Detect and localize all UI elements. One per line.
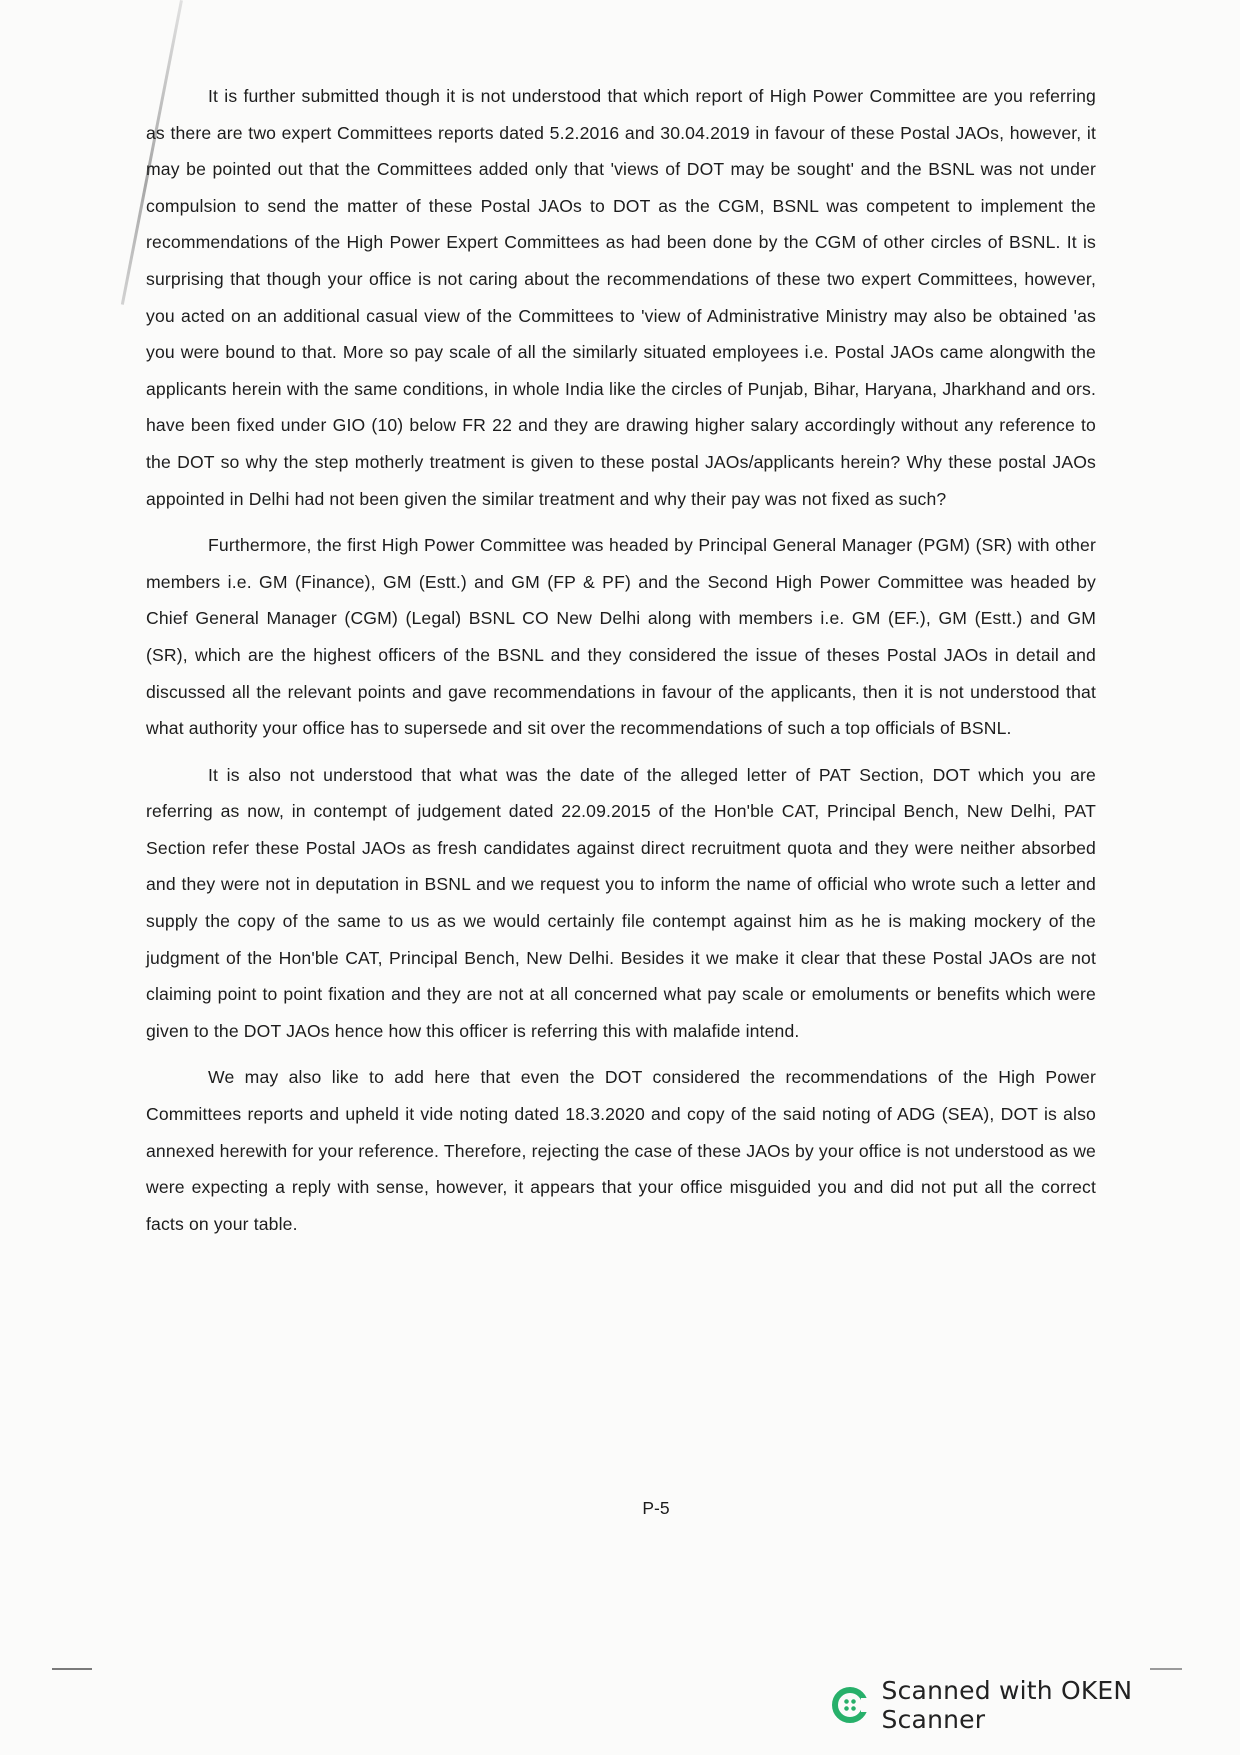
paragraph-pat-section-letter: It is also not understood that what was the date of the alleged letter of PAT Section, DOT which you are referring as now, in contempt of judgement dated 22.09.2015 of the Hon'ble CAT, Principal Bench, New Delhi, PAT Section refer these Postal JAOs as fresh candidates against direct recruitment quota and they were neither absorbed and they were not in deputation in BSNL and we request you to inform the name of official who wrote such a letter and supply the copy of the same to us as we would certainly file contempt against him as he is making mockery of the judgment of the Hon'ble CAT, Principal Bench, New Delhi. Besides it we make it clear that these Postal JAOs are not claiming point to point fixation and they are not at all concerned what pay scale or emoluments or benefits which were given to the DOT JAOs hence how this officer is referring this with malafide intend. [146, 764, 1096, 1041]
scan-edge-mark-right [1150, 1668, 1182, 1670]
scan-edge-mark-left [52, 1668, 92, 1670]
scanner-watermark [830, 1676, 1240, 1734]
paragraph-dot-noting: We may also like to add here that even the DOT considered the recommendations of the High Power Committees reports and upheld it vide noting dated 18.3.2020 and copy of the said noting of ADG (SEA), DOT is also annexed herewith for your reference. Therefore, rejecting the case of these JAOs by your office is not understood as we were expecting a reply with sense, however, it appears that your office misguided you and did not put all the correct facts on your table. [146, 1067, 1096, 1234]
page-number: P-5 [642, 1498, 670, 1518]
paragraph-high-power-committee-reports: It is further submitted though it is not understood that which report of High Power Committee are you referring as there are two expert Committees reports dated 5.2.2016 and 30.04.2019 in favour of these Postal JAOs, however, it may be pointed out that the Committees added only that 'views of DOT may be sought' and the BSNL was not under compulsion to send the matter of these Postal JAOs to DOT as the CGM, BSNL was competent to implement the recommendations of the High Power Expert Committees as had been done by the CGM of other circles of BSNL. It is surprising that though your office is not caring about the recommendations of these two expert Committees, however, you acted on an additional casual view of the Committees to 'view of Administrative Ministry may also be obtained 'as you were bound to that. More so pay scale of all the similarly situated employees i.e. Postal JAOs came alongwith the applicants herein with the same conditions, in whole India like the circles of Punjab, Bihar, Haryana, Jharkhand and ors. have been fixed under GIO (10) below FR 22 and they are drawing higher salary accordingly without any reference to the DOT so why the step motherly treatment is given to these postal JAOs/applicants herein? Why these postal JAOs appointed in Delhi had not been given the similar treatment and why their pay was not fixed as such? [146, 86, 1096, 509]
scanner-watermark-text: Scanned with OKEN Scanner [881, 1676, 1133, 1734]
letter-body [146, 78, 1096, 1252]
paragraph-committee-composition: Furthermore, the first High Power Committee was headed by Principal General Manager (PGM) (SR) with other members i.e. GM (Finance), GM (Estt.) and GM (FP & PF) and the Second High Power Committee was headed by Chief General Manager (CGM) (Legal) BSNL CO New Delhi along with members i.e. GM (EF.), GM (Estt.) and GM (SR), which are the highest officers of the BSNL and they considered the issue of theses Postal JAOs in detail and discussed all the relevant points and gave recommendations in favour of the applicants, then it is not understood that what authority your office has to supersede and sit over the recommendations of such a top officials of BSNL. [146, 535, 1096, 739]
oken-scanner-logo-icon [830, 1685, 870, 1725]
